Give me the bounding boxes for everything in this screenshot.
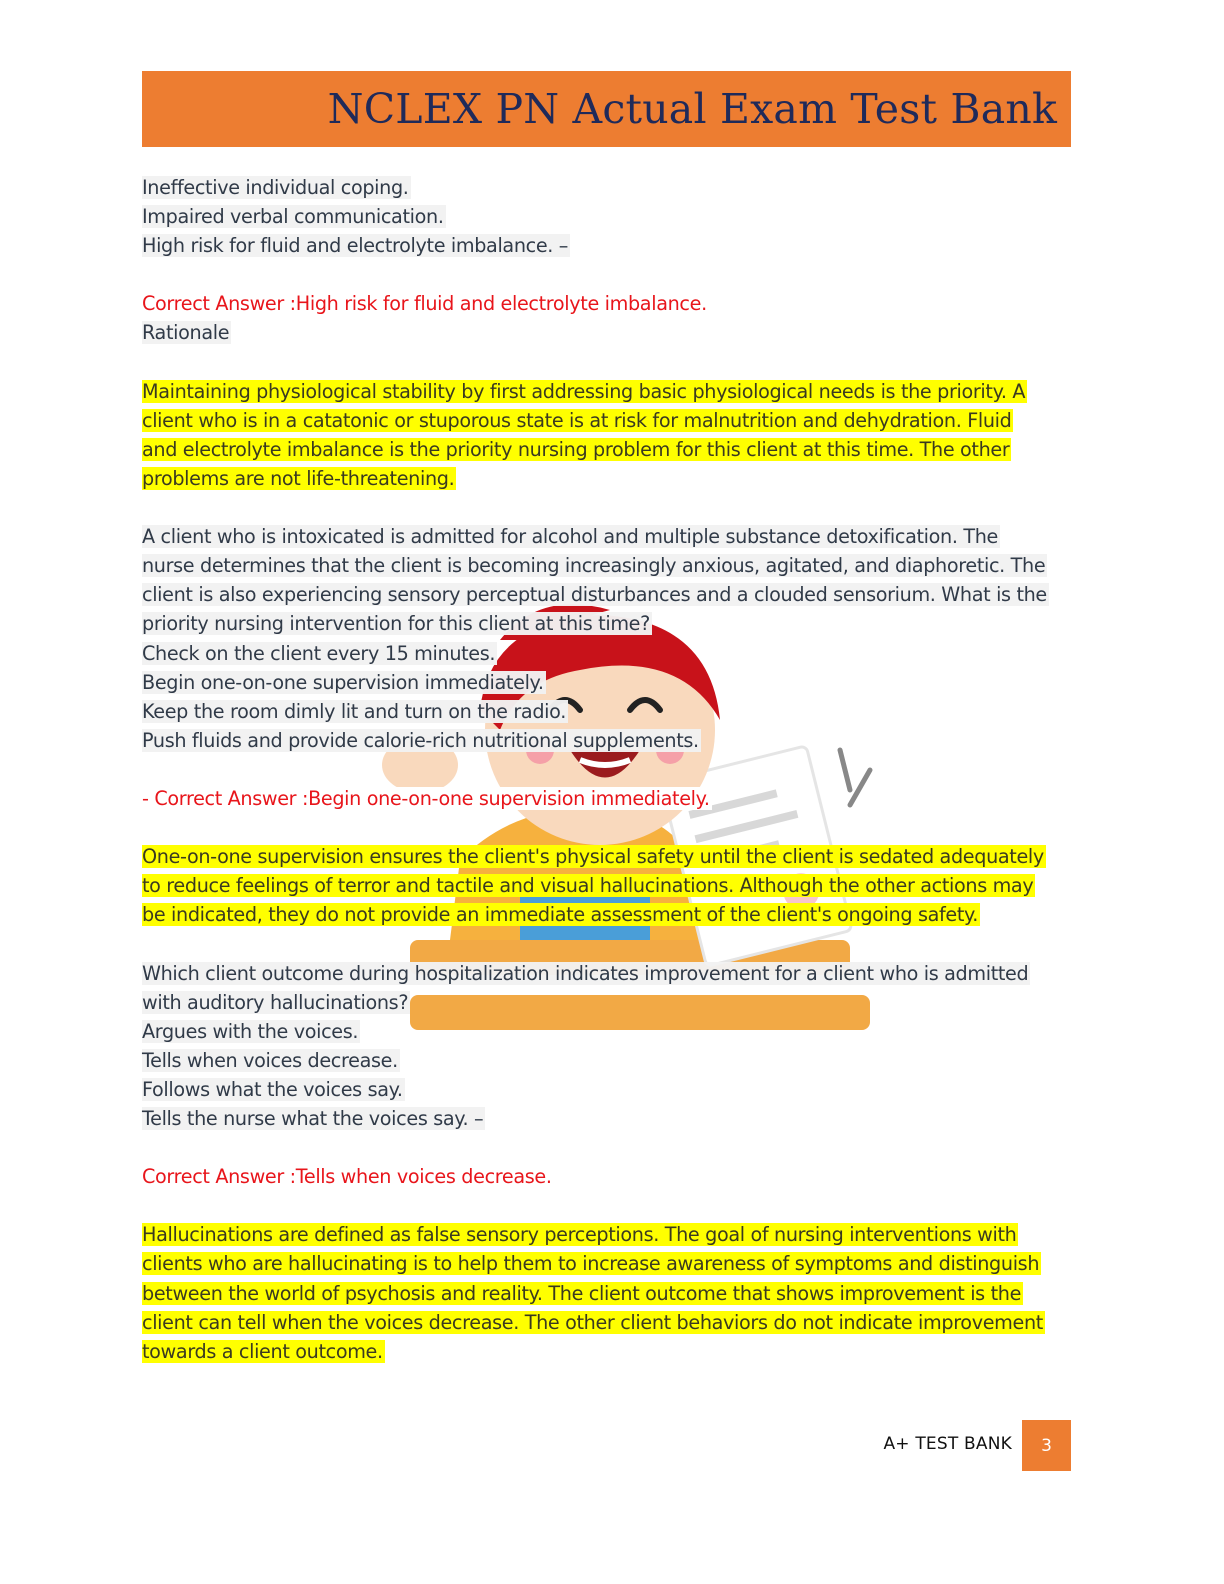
q2-option: Begin one-on-one supervision immediately. xyxy=(142,670,544,694)
q1-correct-answer: Correct Answer :High risk for fluid and electrolyte imbalance. xyxy=(142,292,707,316)
page-title: NCLEX PN Actual Exam Test Bank xyxy=(327,85,1057,133)
q3-question-line: with auditory hallucinations? xyxy=(142,990,409,1014)
q3-correct-answer: Correct Answer :Tells when voices decrease. xyxy=(142,1165,552,1189)
q2-option: Push fluids and provide calorie-rich nutritional supplements. xyxy=(142,728,699,752)
q3-option: Follows what the voices say. xyxy=(142,1077,403,1101)
q2-option: Check on the client every 15 minutes. xyxy=(142,641,496,665)
rationale-label: Rationale xyxy=(142,321,230,345)
q3-option: Tells when voices decrease. xyxy=(142,1048,398,1072)
q3-option: Tells the nurse what the voices say. – xyxy=(142,1107,484,1130)
q3-rationale-line: Hallucinations are defined as false sensory perceptions. The goal of nursing interventions with xyxy=(142,1223,1017,1247)
q3-question-line: Which client outcome during hospitalization indicates improvement for a client who is admitted xyxy=(142,961,1029,985)
q2-question-line: A client who is intoxicated is admitted for alcohol and multiple substance detoxification. The xyxy=(142,525,998,549)
q3-rationale-line: clients who are hallucinating is to help them to increase awareness of symptoms and distinguish xyxy=(142,1252,1040,1276)
q3-rationale-line: towards a client outcome. xyxy=(142,1339,383,1363)
q2-rationale-line: be indicated, they do not provide an immediate assessment of the client's ongoing safety. xyxy=(142,903,979,927)
q1-option: Ineffective individual coping. xyxy=(142,176,409,199)
q1-rationale-line: Maintaining physiological stability by first addressing basic physiological needs is the priority. A xyxy=(142,379,1026,403)
footer-label: A+ TEST BANK xyxy=(883,1434,1012,1454)
q1-rationale-line: and electrolyte imbalance is the priority nursing problem for this client at this time. The other xyxy=(142,437,1010,461)
q2-rationale-line: One-on-one supervision ensures the client's physical safety until the client is sedated adequately xyxy=(142,845,1044,869)
q1-option: High risk for fluid and electrolyte imbalance. – xyxy=(142,234,569,258)
q2-question-line: nurse determines that the client is becoming increasingly anxious, agitated, and diaphoretic. The xyxy=(142,554,1046,578)
header-band xyxy=(142,71,1071,147)
q1-rationale-line: problems are not life-threatening. xyxy=(142,466,455,490)
q2-question-line: client is also experiencing sensory perceptual disturbances and a clouded sensorium. What is the xyxy=(142,583,1047,607)
page-number: 3 xyxy=(1022,1420,1071,1471)
q2-correct-answer: - Correct Answer :Begin one-on-one supervision immediately. xyxy=(142,786,710,810)
q3-option: Argues with the voices. xyxy=(142,1019,359,1043)
q1-option: Impaired verbal communication. xyxy=(142,205,444,229)
page-content xyxy=(142,173,1072,1366)
q3-rationale-line: between the world of psychosis and reality. The client outcome that shows improvement is the xyxy=(142,1281,1022,1305)
q2-option: Keep the room dimly lit and turn on the radio. xyxy=(142,699,566,723)
q2-question-line: priority nursing intervention for this client at this time? xyxy=(142,612,650,636)
q2-rationale-line: to reduce feelings of terror and tactile and visual hallucinations. Although the other actions may xyxy=(142,874,1034,898)
q3-rationale-line: client can tell when the voices decrease. The other client behaviors do not indicate improvement xyxy=(142,1310,1043,1334)
q1-rationale-line: client who is in a catatonic or stuporous state is at risk for malnutrition and dehydration. Fluid xyxy=(142,408,1012,432)
